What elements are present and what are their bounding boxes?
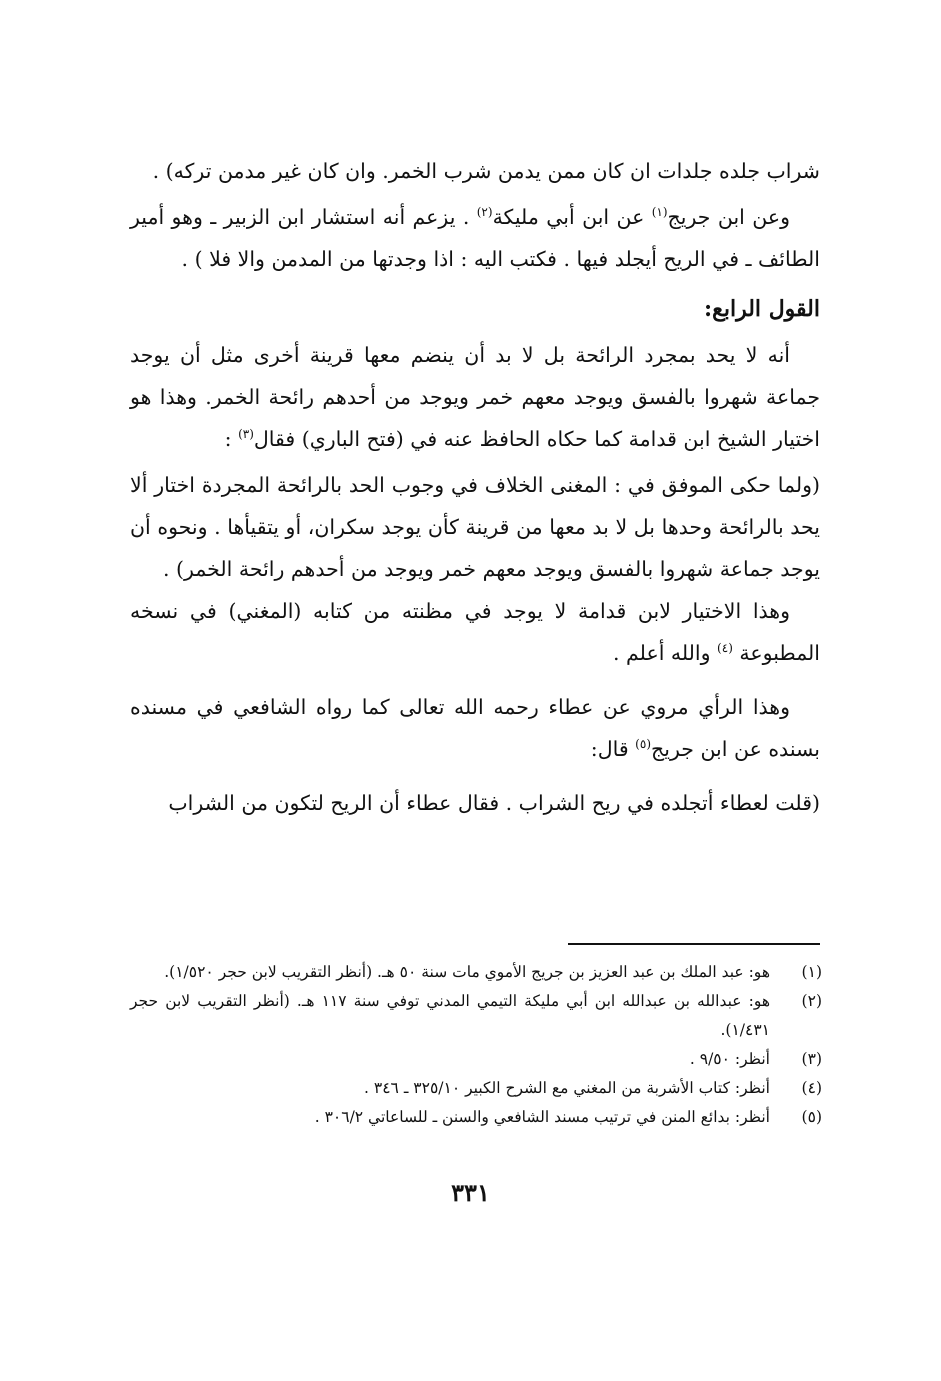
text-span: قال: bbox=[590, 737, 636, 761]
paragraph-ata bbox=[130, 686, 820, 770]
text-span: : bbox=[224, 427, 239, 451]
paragraph-ibn-qudama bbox=[130, 590, 820, 674]
text-span: وهذا الرأي مروي عن عطاء رحمه الله تعالى كما رواه الشافعي في مسنده بسنده عن ابن جريج bbox=[130, 695, 820, 761]
text-span: . يزعم أنه استشار ابن الزبير ـ وهو أمير الطائف ـ في الريح أيجلد فيها . فكتب اليه : اذا وجدتها من المدمن والا فلا ) . bbox=[130, 205, 820, 271]
footnote-text: هو: عبدالله بن عبدالله ابن أبي مليكة التيمي المدني توفي سنة ١١٧ هـ. (أنظر التقريب لابن حجر ١/٤٣١). bbox=[130, 992, 771, 1039]
text-span: والله أعلم . bbox=[613, 641, 718, 665]
page-number: ٣٣١ bbox=[451, 1178, 490, 1207]
text-span: أنه لا يحد بمجرد الرائحة بل لا بد أن ينضم معها قرينة أخرى مثل أن يوجد جماعة شهروا بالفسق ويوجد معهم خمر ويوجد من أحدهم رائحة الخمر. وهذا هو اختيار الشيخ ابن قدامة كما حكاه الحافظ عنه في (فتح الباري) فقال bbox=[130, 343, 820, 451]
section-heading: القول الرابع: bbox=[704, 296, 820, 322]
footnote-ref-5: (٥) bbox=[635, 737, 651, 752]
footnote-text: هو: عبد الملك بن عبد العزيز بن جريج الأموي مات سنة ٥٠ هـ. (أنظر التقريب لابن حجر ١/٥٢٠). bbox=[164, 963, 770, 981]
footnote-item bbox=[130, 987, 822, 1045]
footnote-number: (٤) bbox=[801, 1079, 822, 1097]
footnote-text: أنظر: ٩/٥٠ . bbox=[689, 1050, 770, 1068]
paragraph-quote-muwaffaq: (ولما حكى الموفق في : المغنى الخلاف في وجوب الحد بالرائحة المجردة اختار ألا يحد بالرائحة وحدها بل لا بد معها من قرينة كأن يوجد سكران، أو يتقيأها . ونحوه أن يوجد جماعة شهروا بالفسق ويوجد معهم خمر ويوجد من أحدهم رائحة الخمر) . bbox=[130, 473, 820, 581]
footnote-number: (٢) bbox=[801, 992, 822, 1010]
footnote-item bbox=[130, 1045, 822, 1074]
text-span: وعن ابن جريج bbox=[667, 205, 790, 229]
text-span: وهذا الاختيار لابن قدامة لا يوجد في مظنته من كتابه (المغني) في نسخه المطبوعة bbox=[130, 599, 820, 665]
footnote-number: (٣) bbox=[801, 1050, 822, 1068]
footnote-item bbox=[130, 1103, 822, 1132]
footnote-text: أنظر: بدائع المنن في ترتيب مسند الشافعي والسنن ـ للساعاتي ٣٠٦/٢ . bbox=[314, 1108, 770, 1126]
paragraph-continuation bbox=[130, 150, 820, 192]
footnote-text: أنظر: كتاب الأشربة من المغني مع الشرح الكبير ٣٢٥/١٠ ـ ٣٤٦ . bbox=[364, 1079, 770, 1097]
footnote-item bbox=[130, 958, 822, 987]
text-line: شراب جلده جلدات ان كان ممن يدمن شرب الخمر. وان كان غير مدمن تركه) . bbox=[152, 159, 820, 183]
footnote-number: (١) bbox=[801, 963, 822, 981]
text-span: عن ابن أبي مليكة bbox=[492, 205, 652, 229]
footnote-number: (٥) bbox=[801, 1108, 822, 1126]
footnote-ref-1: (١) bbox=[651, 205, 668, 220]
footnotes bbox=[130, 958, 822, 1132]
paragraph-ibn-jurayj bbox=[130, 196, 820, 280]
footnote-ref-2: (٢) bbox=[476, 205, 493, 220]
footnote-item bbox=[130, 1074, 822, 1103]
footnote-divider bbox=[568, 943, 820, 945]
main-text bbox=[130, 150, 820, 824]
paragraph-fourth-opinion bbox=[130, 334, 820, 460]
footnote-ref-3: (٣) bbox=[238, 427, 254, 442]
paragraph-quote-ata: (قلت لعطاء أتجلده في ريح الشراب . فقال عطاء أن الريح لتكون من الشراب bbox=[168, 791, 820, 815]
footnote-ref-4: (٤) bbox=[717, 641, 733, 656]
